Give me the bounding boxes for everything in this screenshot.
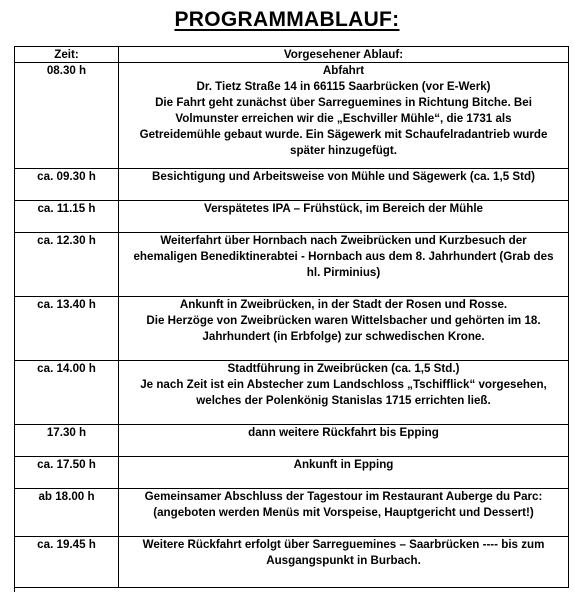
table-row xyxy=(15,233,569,297)
row-description xyxy=(119,457,569,489)
row-time: ca. 11.15 h xyxy=(15,201,119,233)
description-line: welches der Polenkönig Stanislas 1715 errichten ließ. xyxy=(196,394,491,407)
description-line: Ankunft in Zweibrücken, in der Stadt der Rosen und Rosse. xyxy=(179,298,508,311)
description-line: Dr. Tietz Straße 14 in 66115 Saarbrücken (vor E-Werk) xyxy=(196,80,491,93)
schedule-table xyxy=(14,46,569,588)
description-line: Gemeinsamer Abschluss der Tagestour im Restaurant Auberge du Parc: xyxy=(144,490,543,503)
row-description xyxy=(119,537,569,588)
row-time: ca. 14.00 h xyxy=(15,361,119,425)
description-line: Ankunft in Epping xyxy=(293,458,394,471)
row-time: 08.30 h xyxy=(15,63,119,169)
page-title xyxy=(0,8,574,32)
row-description xyxy=(119,361,569,425)
description-line: Ausgangspunkt in Burbach. xyxy=(266,554,421,567)
table-row xyxy=(15,361,569,425)
description-line: dann weitere Rückfahrt bis Epping xyxy=(248,426,439,439)
row-time: ca. 12.30 h xyxy=(15,233,119,297)
row-description xyxy=(119,233,569,297)
description-line: Je nach Zeit ist ein Abstecher zum Landschloss „Tschifflick“ vorgesehen, xyxy=(140,378,547,391)
description-line: (angeboten werden Menüs mit Vorspeise, Hauptgericht und Dessert!) xyxy=(153,506,534,519)
table-row xyxy=(15,537,569,588)
row-description xyxy=(119,425,569,457)
table-row xyxy=(15,457,569,489)
description-line: ehemaligen Benediktinerabtei - Hornbach aus dem 8. Jahrhundert (Grab des xyxy=(133,250,554,263)
schedule-body xyxy=(15,63,569,588)
description-line: später hinzugefügt. xyxy=(290,144,397,157)
page-title-text: PROGRAMMABLAUF: xyxy=(174,8,400,31)
table-row xyxy=(15,297,569,361)
description-line: Abfahrt xyxy=(322,64,365,77)
description-line: Stadtführung in Zweibrücken (ca. 1,5 Std.) xyxy=(227,362,460,375)
row-time: ca. 17.50 h xyxy=(15,457,119,489)
header-time: Zeit: xyxy=(15,47,119,63)
row-description xyxy=(119,201,569,233)
table-row xyxy=(15,489,569,537)
description-line: Weitere Rückfahrt erfolgt über Sarreguemines – Saarbrücken ---- bis zum xyxy=(142,538,545,551)
description-line: Verspätetes IPA – Frühstück, im Bereich der Mühle xyxy=(204,202,483,215)
row-description xyxy=(119,489,569,537)
description-line: Jahrhundert (in Erbfolge) zur schwedischen Krone. xyxy=(202,330,485,343)
description-line: Volmunster erreichen wir die „Eschviller Mühle“, die 1731 als xyxy=(175,112,512,125)
table-row xyxy=(15,169,569,201)
row-time: ab 18.00 h xyxy=(15,489,119,537)
row-description xyxy=(119,297,569,361)
description-line: Die Fahrt geht zunächst über Sarreguemines in Richtung Bitche. Bei xyxy=(155,96,532,109)
row-time: ca. 19.45 h xyxy=(15,537,119,588)
table-header-row xyxy=(15,47,569,63)
description-line: Weiterfahrt über Hornbach nach Zweibrücken und Kurzbesuch der xyxy=(160,234,527,247)
row-description xyxy=(119,63,569,169)
table-row xyxy=(15,63,569,169)
row-time: ca. 13.40 h xyxy=(15,297,119,361)
description-line: Besichtigung und Arbeitsweise von Mühle und Sägewerk (ca. 1,5 Std) xyxy=(152,170,535,183)
table-row xyxy=(15,201,569,233)
header-description: Vorgesehener Ablauf: xyxy=(119,47,569,63)
table-border-tail xyxy=(14,578,15,592)
description-line: Getreidemühle gebaut wurde. Ein Sägewerk mit Schaufelradantrieb wurde xyxy=(139,128,548,141)
row-description xyxy=(119,169,569,201)
description-line: Die Herzöge von Zweibrücken waren Wittelsbacher und gehörten im 18. xyxy=(146,314,541,327)
row-time: 17.30 h xyxy=(15,425,119,457)
description-line: hl. Pirminius) xyxy=(306,266,381,279)
table-row xyxy=(15,425,569,457)
row-time: ca. 09.30 h xyxy=(15,169,119,201)
